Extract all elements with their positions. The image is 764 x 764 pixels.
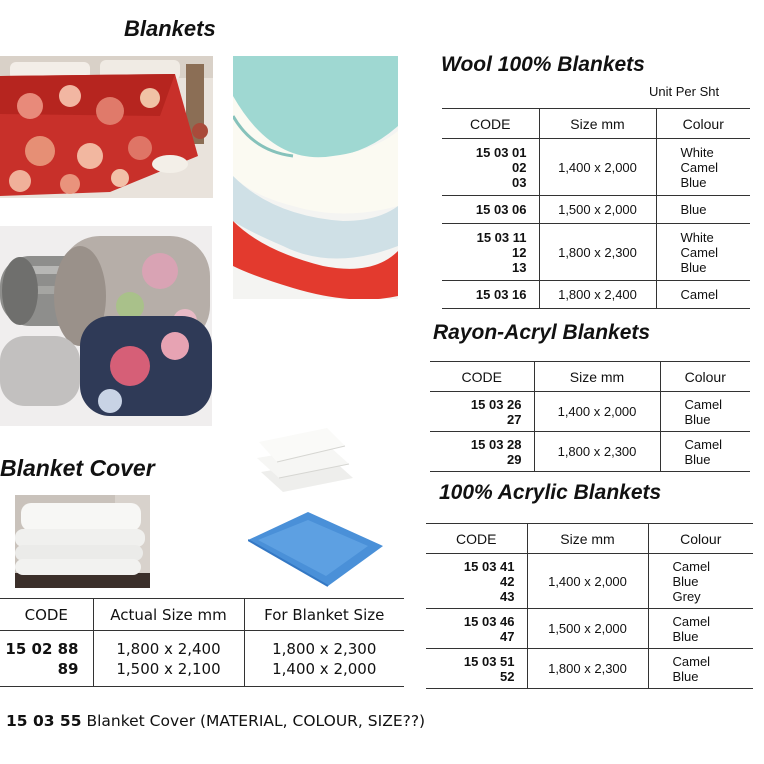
code-cell: 15 03 26 27	[430, 392, 534, 432]
size-header: Size mm	[527, 524, 648, 554]
size-cell: 1,500 x 2,000	[527, 609, 648, 649]
acrylic-blankets-title: 100% Acrylic Blankets	[439, 481, 662, 504]
footer-text: Blanket Cover (MATERIAL, COLOUR, SIZE??)	[86, 712, 426, 730]
footer-note	[6, 712, 425, 730]
duvet-cover-photo	[15, 495, 150, 588]
folded-fleece-stack-photo	[233, 56, 398, 299]
code-cell: 15 03 41 42 43	[426, 554, 527, 609]
table-row	[442, 139, 750, 196]
table-row	[0, 631, 404, 687]
size-cell: 1,500 x 2,000	[539, 196, 656, 224]
table-row	[442, 281, 750, 309]
table-row	[426, 649, 753, 689]
code-header: CODE	[442, 109, 539, 139]
colour-header: Colour	[660, 362, 750, 392]
rolled-blankets-photo	[0, 226, 212, 426]
size-cell: 1,800 x 2,400	[539, 281, 656, 309]
code-cell: 15 02 88 89	[0, 631, 93, 687]
for-blanket-size-header: For Blanket Size	[244, 599, 404, 631]
colour-cell: Camel Blue	[648, 609, 753, 649]
colour-cell: Camel Blue	[660, 432, 750, 472]
rayon-acryl-blankets-table	[430, 361, 750, 472]
footer-code: 15 03 55	[6, 712, 82, 730]
table-row	[426, 554, 753, 609]
colour-cell: Camel Blue Grey	[648, 554, 753, 609]
code-header: CODE	[0, 599, 93, 631]
wool-blankets-title: Wool 100% Blankets	[441, 53, 645, 76]
table-row	[430, 432, 750, 472]
actual-size-cell: 1,800 x 2,400 1,500 x 2,100	[93, 631, 244, 687]
table-row	[426, 609, 753, 649]
colour-cell: Camel Blue	[660, 392, 750, 432]
code-cell: 15 03 01 02 03	[442, 139, 539, 196]
size-header: Size mm	[539, 109, 656, 139]
unit-per-sheet-label: Unit Per Sht	[649, 84, 720, 99]
colour-cell: Camel Blue	[648, 649, 753, 689]
rayon-acryl-blankets-title: Rayon-Acryl Blankets	[433, 321, 651, 344]
floral-bed-blanket-photo	[0, 56, 213, 198]
actual-size-header: Actual Size mm	[93, 599, 244, 631]
code-cell: 15 03 51 52	[426, 649, 527, 689]
code-cell: 15 03 06	[442, 196, 539, 224]
colour-cell: White Camel Blue	[656, 224, 750, 281]
blankets-title: Blankets	[124, 16, 216, 41]
colour-cell: Camel	[656, 281, 750, 309]
table-row	[442, 196, 750, 224]
for-blanket-size-cell: 1,800 x 2,300 1,400 x 2,000	[244, 631, 404, 687]
code-cell: 15 03 16	[442, 281, 539, 309]
colour-cell: Blue	[656, 196, 750, 224]
table-row	[430, 392, 750, 432]
size-cell: 1,800 x 2,300	[539, 224, 656, 281]
code-cell: 15 03 28 29	[430, 432, 534, 472]
blanket-cover-title: Blanket Cover	[0, 455, 155, 481]
size-header: Size mm	[534, 362, 660, 392]
blanket-cover-table	[0, 598, 404, 687]
code-header: CODE	[430, 362, 534, 392]
size-cell: 1,800 x 2,300	[534, 432, 660, 472]
table-row	[442, 224, 750, 281]
colour-cell: White Camel Blue	[656, 139, 750, 196]
white-sheets-photo	[253, 420, 355, 494]
acrylic-blankets-table	[426, 523, 753, 689]
colour-header: Colour	[656, 109, 750, 139]
size-cell: 1,800 x 2,300	[527, 649, 648, 689]
size-cell: 1,400 x 2,000	[527, 554, 648, 609]
wool-blankets-table	[442, 108, 750, 309]
colour-header: Colour	[648, 524, 753, 554]
size-cell: 1,400 x 2,000	[539, 139, 656, 196]
code-cell: 15 03 11 12 13	[442, 224, 539, 281]
size-cell: 1,400 x 2,000	[534, 392, 660, 432]
code-header: CODE	[426, 524, 527, 554]
blue-cover-photo	[248, 506, 383, 588]
code-cell: 15 03 46 47	[426, 609, 527, 649]
